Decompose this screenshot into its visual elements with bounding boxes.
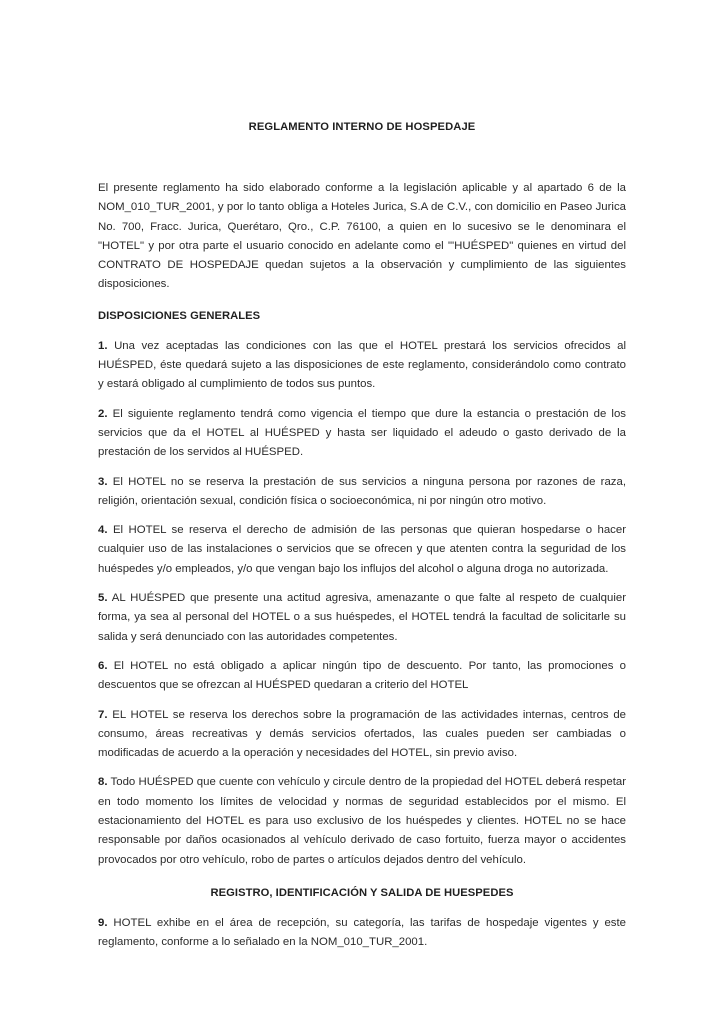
clause-5-number: 5. <box>98 592 108 605</box>
spacer-clause-4-5 <box>98 579 626 589</box>
clause-4-number: 4. <box>98 524 108 537</box>
clause-1 <box>98 337 626 395</box>
spacer-clause-1-2 <box>98 395 626 405</box>
intro-paragraph: El presente reglamento ha sido elaborado conforme a la legislación aplicable y al apartado 6 de la NOM_010_TUR_2001, y por lo tanto obliga a Hoteles Jurica, S.A de C.V., con domicilio en Paseo Jurica No. 700, Fracc. Jurica, Querétaro, Qro., C.P. 76100, a quien en lo sucesivo se le denominara el "HOTEL" y por otra parte el usuario conocido en adelante como el "'HUÉSPED" quienes en virtud del CONTRATO DE HOSPEDAJE quedan sujetos a la observación y cumplimiento de las siguientes disposiciones. <box>98 182 626 291</box>
clause-3 <box>98 473 626 512</box>
clause-4 <box>98 521 626 579</box>
clause-3-text: El HOTEL no se reserva la prestación de sus servicios a ninguna persona por razones de raza, religión, orientación sexual, condición física o socioeconómica, ni por ningún otro motivo. <box>98 475 627 507</box>
clause-2-number: 2. <box>98 407 108 420</box>
clause-6-number: 6. <box>98 659 108 672</box>
document-title: REGLAMENTO INTERNO DE HOSPEDAJE <box>248 121 476 133</box>
clause-6-text: El HOTEL no está obligado a aplicar ningún tipo de descuento. Por tanto, las promociones o descuentos que se ofrezcan al HUÉSPED quedaran a criterio del HOTEL <box>98 659 626 692</box>
clause-9-text: HOTEL exhibe en el área de recepción, su categoría, las tarifas de hospedaje vigentes y este reglamento, conforme a lo señalado en la NOM_010_TUR_2001. <box>98 916 626 949</box>
clause-9-number: 9. <box>98 916 108 929</box>
clause-7-text: EL HOTEL se reserva los derechos sobre la programación de las actividades internas, centros de consumo, áreas recreativas y demás servicios ofertados, las cuales pueden ser cambiadas o modificadas de acuerdo a la operación y necesidades del HOTEL, sin previo aviso. <box>98 708 627 760</box>
spacer-before-registro-heading <box>98 870 626 884</box>
spacer-clause-2-3 <box>98 463 626 473</box>
clause-2-text: El siguiente reglamento tendrá como vigencia el tiempo que dure la estancia o prestación de los servicios que da el HOTEL al HUÉSPED y hasta ser liquidado el adeudo o gasto derivado de la prestación de los servidos al HUÉSPED. <box>98 407 626 459</box>
spacer-after-title <box>98 137 626 179</box>
clause-5 <box>98 589 626 647</box>
spacer-clause-5-6 <box>98 647 626 657</box>
clause-8 <box>98 773 626 869</box>
clause-2 <box>98 405 626 463</box>
document-content <box>98 118 626 953</box>
section-heading-disposiciones-generales: DISPOSICIONES GENERALES <box>98 309 261 322</box>
spacer-after-registro-heading <box>98 903 626 914</box>
clause-6 <box>98 657 626 696</box>
section-heading-registro-identificacion-salida: REGISTRO, IDENTIFICACIÓN Y SALIDA DE HUESPEDES <box>210 886 514 899</box>
spacer-clause-6-7 <box>98 696 626 706</box>
spacer-before-general-heading <box>98 295 626 307</box>
clause-3-number: 3. <box>98 475 108 488</box>
clause-7 <box>98 706 626 764</box>
clause-4-text: El HOTEL se reserva el derecho de admisión de las personas que quieran hospedarse o hacer cualquier uso de las instalaciones o servicios que se ofrecen y que atenten contra la seguridad de los huéspedes y/o empleados, y/o que vengan bajo los influjos del alcohol o alguna droga no autorizada. <box>98 524 626 575</box>
spacer-after-general-heading <box>98 326 626 337</box>
clause-7-number: 7. <box>98 708 108 721</box>
clause-1-number: 1. <box>98 339 108 352</box>
clause-8-number: 8. <box>98 776 108 789</box>
spacer-clause-7-8 <box>98 763 626 773</box>
spacer-clause-3-4 <box>98 511 626 521</box>
clause-9 <box>98 914 626 953</box>
clause-8-text: Todo HUÉSPED que cuente con vehículo y circule dentro de la propiedad del HOTEL deberá respetar en todo momento los límites de velocidad y normas de seguridad establecidos por el mismo. El estacionamiento del HOTEL es para uso exclusivo de los huéspedes y clientes. HOTEL no se hace responsable por daños ocasionados al vehículo derivado de caso fortuito, fuerza mayor o accidentes provocados por otro vehículo, robo de partes o artículos dejados dentro del vehículo. <box>98 776 626 866</box>
clause-1-text: Una vez aceptadas las condiciones con las que el HOTEL prestará los servicios ofrecidos al HUÉSPED, éste quedará sujeto a las disposiciones de este reglamento, considerándolo como contrato y estará obligado al cumplimiento de todos sus puntos. <box>98 339 627 391</box>
clause-5-text: AL HUÉSPED que presente una actitud agresiva, amenazante o que falte al respeto de cualquier forma, ya sea al personal del HOTEL o a sus huéspedes, el HOTEL tendrá la facultad de solicitarle su salida y será denunciado con las autoridades competentes. <box>98 592 626 643</box>
